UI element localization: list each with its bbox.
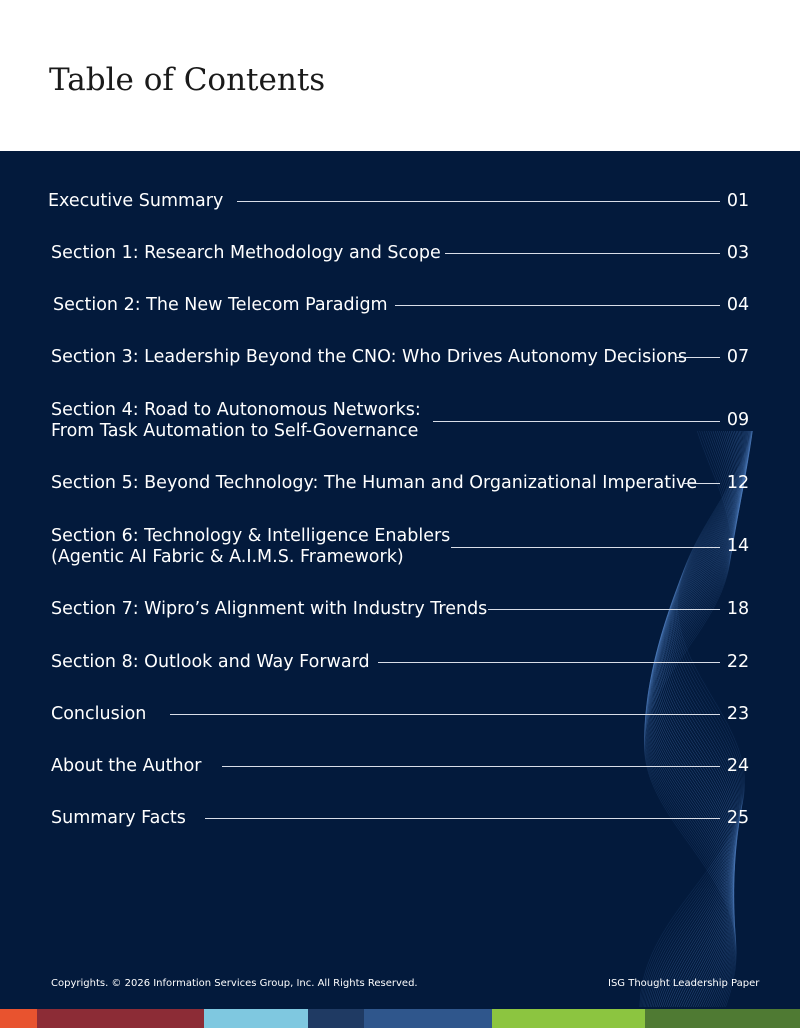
footer-tagline: ISG Thought Leadership Paper xyxy=(608,978,760,989)
color-bar-segment xyxy=(37,1009,204,1028)
toc-page-number: 12 xyxy=(726,473,750,493)
toc-leader-line xyxy=(395,305,720,306)
toc-page-number: 09 xyxy=(726,410,750,430)
toc-label: Section 2: The New Telecom Paradigm xyxy=(53,295,388,315)
toc-label: Summary Facts xyxy=(51,808,186,828)
toc-leader-line xyxy=(445,253,720,254)
toc-label: Section 5: Beyond Technology: The Human and Organizational Imperative xyxy=(51,473,698,493)
toc-label: Section 7: Wipro’s Alignment with Industry Trends xyxy=(51,599,488,619)
toc-page-number: 23 xyxy=(726,704,750,724)
toc-leader-line xyxy=(451,547,720,548)
toc-leader-line xyxy=(237,201,720,202)
toc-leader-line xyxy=(433,421,720,422)
toc-label: Conclusion xyxy=(51,704,147,724)
toc-leader-line xyxy=(170,714,720,715)
toc-leader-line xyxy=(222,766,720,767)
toc-page-number: 22 xyxy=(726,652,750,672)
page-header xyxy=(0,0,800,151)
toc-page-number: 07 xyxy=(726,347,750,367)
toc-page-number: 01 xyxy=(726,191,750,211)
toc-leader-line xyxy=(488,609,720,610)
toc-label: Section 3: Leadership Beyond the CNO: Who Drives Autonomy Decisions xyxy=(51,347,688,367)
toc-leader-line xyxy=(378,662,720,663)
brand-color-bar xyxy=(0,1009,800,1028)
toc-leader-line xyxy=(205,818,720,819)
toc-page-number: 03 xyxy=(726,243,750,263)
page-title: Table of Contents xyxy=(49,62,326,98)
toc-page-number: 24 xyxy=(726,756,750,776)
toc-page-number: 25 xyxy=(726,808,750,828)
color-bar-segment xyxy=(645,1009,800,1028)
toc-panel xyxy=(0,151,800,1009)
toc-page-number: 04 xyxy=(726,295,750,315)
color-bar-segment xyxy=(204,1009,308,1028)
toc-label: Section 8: Outlook and Way Forward xyxy=(51,652,370,672)
color-bar-segment xyxy=(492,1009,645,1028)
toc-label: About the Author xyxy=(51,756,202,776)
toc-page-number: 18 xyxy=(726,599,750,619)
color-bar-segment xyxy=(0,1009,37,1028)
footer-copyright: Copyrights. © 2026 Information Services Group, Inc. All Rights Reserved. xyxy=(51,978,418,989)
wave-decoration xyxy=(0,151,800,1009)
toc-label: Section 4: Road to Autonomous Networks: From Task Automation to Self-Governance xyxy=(51,400,421,441)
toc-page-number: 14 xyxy=(726,536,750,556)
toc-label: Executive Summary xyxy=(48,191,224,211)
color-bar-segment xyxy=(364,1009,492,1028)
toc-label: Section 6: Technology & Intelligence Enablers (Agentic AI Fabric & A.I.M.S. Framework) xyxy=(51,526,451,567)
toc-label: Section 1: Research Methodology and Scope xyxy=(51,243,441,263)
color-bar-segment xyxy=(308,1009,364,1028)
